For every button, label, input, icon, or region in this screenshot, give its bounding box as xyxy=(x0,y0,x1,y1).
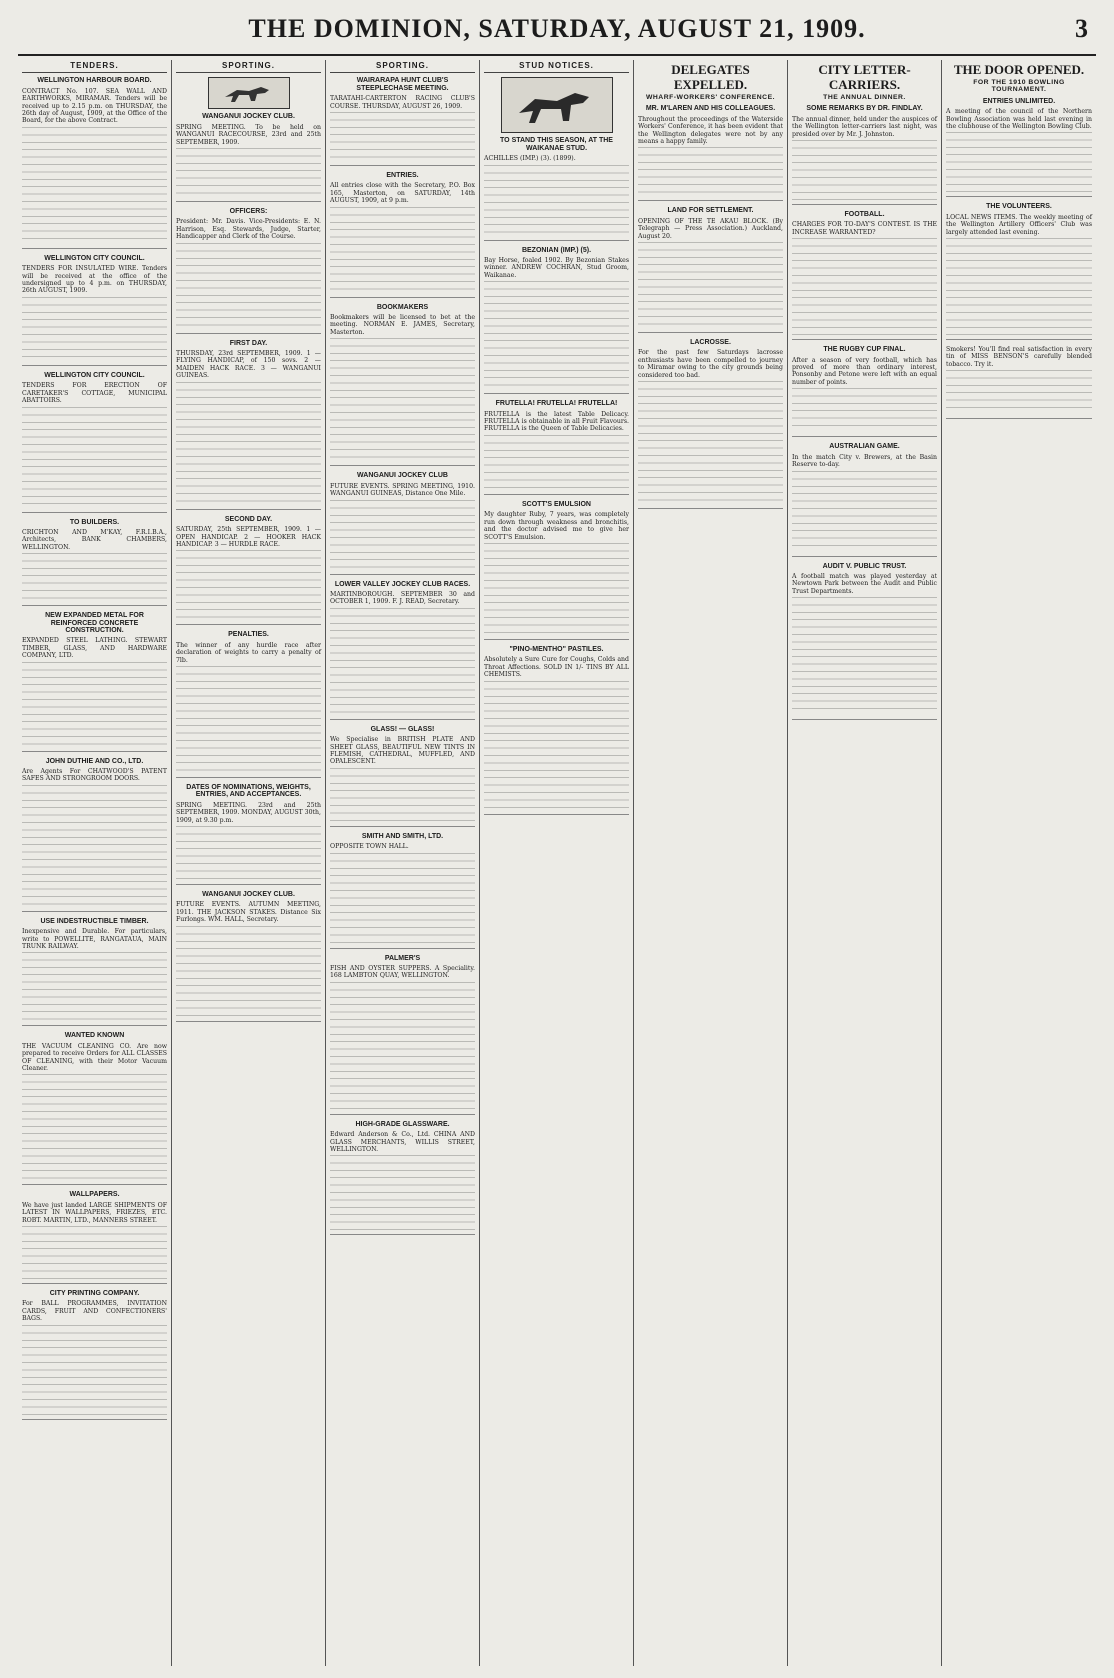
article-block xyxy=(330,172,475,298)
article-block xyxy=(176,340,321,510)
article-text: THURSDAY, 23rd SEPTEMBER, 1909. 1 — FLYING HANDICAP, of 150 sovs. 2 — MAIDEN HACK RACE. 3 — WANGANUI GUINEAS. xyxy=(176,350,321,380)
article-heading: THE RUGBY CUP FINAL. xyxy=(823,346,906,354)
column-head: SPORTING. xyxy=(176,60,321,73)
article-block xyxy=(176,784,321,885)
article-text: FISH AND OYSTER SUPPERS. A Speciality. 168 LAMBTON QUAY, WELLINGTON. xyxy=(330,964,475,980)
article-heading: JOHN DUTHIE AND CO., LTD. xyxy=(45,757,144,765)
body-text-lines xyxy=(176,148,321,197)
article-text: Inexpensive and Durable. For particulars, write to POWELLITE, RANGATAUA, MAIN TRUNK RAILWAY. xyxy=(22,928,167,950)
article-heading: CITY PRINTING COMPANY. xyxy=(49,1290,140,1298)
article-block xyxy=(22,1191,167,1284)
body-text-lines xyxy=(22,297,167,361)
body-text-lines xyxy=(330,112,475,161)
article-heading: SOME REMARKS BY DR. FINDLAY. xyxy=(806,105,923,113)
body-text-lines xyxy=(330,207,475,293)
column-sporting-1 xyxy=(172,60,326,1666)
article-block xyxy=(330,77,475,166)
article-heading: LACROSSE. xyxy=(690,339,731,347)
body-text-lines xyxy=(792,388,937,432)
article-heading: NEW EXPANDED METAL FOR REINFORCED CONCRETE CONSTRUCTION. xyxy=(45,612,144,634)
article-heading: TO BUILDERS. xyxy=(69,518,120,526)
body-text-lines xyxy=(946,238,1092,335)
article-heading: WANGANUI JOCKEY CLUB. xyxy=(202,113,295,121)
article-block xyxy=(22,758,167,912)
article-text: OPPOSITE TOWN HALL. xyxy=(330,843,409,851)
article-heading: ENTRIES UNLIMITED. xyxy=(982,97,1056,105)
column-head: SPORTING. xyxy=(330,60,475,73)
body-text-lines xyxy=(330,853,475,944)
article-text: TENDERS FOR ERECTION OF CARETAKER'S COTTAGE, MUNICIPAL ABATTOIRS. xyxy=(22,382,167,405)
stallion-illustration xyxy=(501,77,613,133)
article-text: SATURDAY, 25th SEPTEMBER, 1909. 1 — OPEN HANDICAP. 2 — HOOKER HACK HANDICAP. 3 — HURDLE RACE. xyxy=(176,526,321,548)
article-block xyxy=(22,1032,167,1185)
body-text-lines xyxy=(792,140,937,200)
article-block xyxy=(22,612,167,751)
body-text-lines xyxy=(792,597,937,715)
body-text-lines xyxy=(792,471,937,552)
article-block xyxy=(176,516,321,626)
article-block xyxy=(330,304,475,467)
article-text: After a season of very football, which has proved of more than ordinary interest, Ponsonby and Petone were left with an equal number of points. xyxy=(792,356,937,386)
body-text-lines xyxy=(22,952,167,1021)
article-heading: DATES OF NOMINATIONS, WEIGHTS, ENTRIES, AND ACCEPTANCES. xyxy=(186,783,311,799)
body-text-lines xyxy=(22,553,167,601)
article-block xyxy=(484,247,629,395)
article-block xyxy=(22,255,167,366)
article-text: Smokers! You'll find real satisfaction in every tin of MISS BENSON'S carefully blended tobacco. Try it. xyxy=(946,346,1092,368)
masthead-rule xyxy=(18,54,1096,56)
article-block xyxy=(484,501,629,640)
headline: CITY LETTER-CARRIERS. xyxy=(818,62,911,92)
article-heading: WELLINGTON CITY COUNCIL. xyxy=(44,371,145,379)
article-block xyxy=(176,113,321,202)
body-text-lines xyxy=(22,1074,167,1180)
body-text-lines xyxy=(22,785,167,907)
article-heading: WALLPAPERS. xyxy=(69,1191,120,1199)
article-heading: WANGANUI JOCKEY CLUB. xyxy=(202,890,295,898)
article-text: The winner of any hurdle race after declaration of weights to carry a penalty of 7lb. xyxy=(176,641,321,664)
headline: DELEGATES EXPELLED. xyxy=(671,62,750,92)
columns xyxy=(18,60,1098,1666)
body-text-lines xyxy=(22,127,167,244)
body-text-lines xyxy=(484,435,629,490)
article-text: ACHILLES (IMP.) (3). (1899). xyxy=(484,155,576,163)
article-text: President: Mr. Davis. Vice-Presidents: E. N. Harrison, Esq. Stewards, Judge, Starter, Handicapper and Clerk of the Course. xyxy=(176,218,321,241)
body-text-lines xyxy=(638,381,783,504)
article-heading: LOWER VALLEY JOCKEY CLUB RACES. xyxy=(334,580,471,588)
article-block xyxy=(484,137,629,240)
body-text-lines xyxy=(176,926,321,1017)
article-block xyxy=(176,891,321,1022)
racehorse-illustration xyxy=(208,77,290,109)
article-heading: SECOND DAY. xyxy=(224,515,273,523)
article-heading: WAIRARAPA HUNT CLUB'S STEEPLECHASE MEETING. xyxy=(356,77,449,92)
article-text: A football match was played yesterday at Newtown Park between the Audit and Public Trust Departments. xyxy=(792,572,937,595)
column-door-opened xyxy=(942,60,1096,1666)
article-text: A meeting of the council of the Northern Bowling Association was held last evening in the clubhouse of the Wellington Bowling Club. xyxy=(946,108,1092,131)
article-block xyxy=(22,918,167,1027)
article-block xyxy=(330,726,475,827)
article-text: The annual dinner, held under the auspices of the Wellington letter-carriers last night, was presided over by Mr. J. Johnston. xyxy=(792,115,937,138)
article-block xyxy=(22,519,167,607)
article-block xyxy=(638,105,783,201)
article-heading: WELLINGTON HARBOUR BOARD. xyxy=(37,77,152,85)
article-text: OPENING OF THE TE AKAU BLOCK. (By Telegraph — Press Association.) Auckland, August 20. xyxy=(638,217,783,240)
body-text-lines xyxy=(638,147,783,196)
article-heading: FRUTELLA! FRUTELLA! FRUTELLA! xyxy=(495,400,618,408)
body-text-lines xyxy=(484,165,629,236)
article-block xyxy=(330,581,475,720)
article-block xyxy=(330,472,475,574)
article-block xyxy=(22,77,167,248)
column-head: STUD NOTICES. xyxy=(484,60,629,73)
article-block xyxy=(792,346,937,437)
body-text-lines xyxy=(176,666,321,773)
subheadline: WHARF-WORKERS' CONFERENCE. xyxy=(645,94,776,101)
masthead xyxy=(0,0,1114,62)
body-text-lines xyxy=(330,338,475,461)
body-text-lines xyxy=(946,370,1092,414)
article-block xyxy=(792,443,937,556)
article-heading: "PINO-MENTHO" PASTILES. xyxy=(509,645,604,653)
column-stud-notices xyxy=(480,60,634,1666)
subheadline: THE ANNUAL DINNER. xyxy=(823,94,906,101)
column-delegates xyxy=(634,60,788,1666)
body-text-lines xyxy=(22,1226,167,1279)
body-text-lines xyxy=(484,281,629,389)
body-text-lines xyxy=(22,407,167,508)
article-heading: USE INDESTRUCTIBLE TIMBER. xyxy=(40,917,149,925)
article-heading: PALMER'S xyxy=(384,954,421,962)
article-heading: BEZONIAN (IMP.) (5). xyxy=(521,246,592,254)
body-text-lines xyxy=(330,500,475,570)
article-text: We Specialise in BRITISH PLATE AND SHEET GLASS, BEAUTIFUL NEW TINTS IN FLEMISH, CATHEDRAL, MUFFLED, AND OPALESCENT. xyxy=(330,736,475,766)
article-heading: FOOTBALL. xyxy=(844,211,885,219)
article-block xyxy=(22,372,167,513)
body-text-lines xyxy=(176,826,321,880)
article-block xyxy=(946,346,1092,419)
article-block xyxy=(22,1290,167,1420)
article-text: THE VACUUM CLEANING CO. Are now prepared to receive Orders for ALL CLASSES OF CLEANING, with their Motor Vacuum Cleaner. xyxy=(22,1042,167,1073)
article-block xyxy=(330,1121,475,1236)
body-text-lines xyxy=(484,543,629,635)
article-heading: OFFICERS: xyxy=(229,208,268,216)
article-heading: AUSTRALIAN GAME. xyxy=(829,443,900,451)
article-heading: WELLINGTON CITY COUNCIL. xyxy=(44,254,145,262)
article-text: All entries close with the Secretary, P.O. Box 165, Masterton, on SATURDAY, 14th AUGUST, 1909, at 9 p.m. xyxy=(330,182,475,205)
article-text: TARATAHI-CARTERTON RACING CLUB'S COURSE. THURSDAY, AUGUST 26, 1909. xyxy=(330,95,475,110)
body-text-lines xyxy=(330,982,475,1110)
article-block xyxy=(792,211,937,340)
article-text: For the past few Saturdays lacrosse enthusiasts have been compelled to journey to Miramar owing to the city grounds being considered too bad. xyxy=(638,349,783,379)
article-text: In the match City v. Brewers, at the Basin Reserve to-day. xyxy=(792,453,937,469)
article-block xyxy=(330,955,475,1115)
article-heading: PENALTIES. xyxy=(228,631,269,639)
article-text: Bookmakers will be licensed to bet at the meeting. NORMAN E. JAMES, Secretary, Masterton. xyxy=(330,314,475,336)
article-heading: BOOKMAKERS xyxy=(376,303,429,311)
article-heading: WANTED KNOWN xyxy=(64,1032,125,1040)
article-text: For BALL PROGRAMMES, INVITATION CARDS, FRUIT AND CONFECTIONERS' BAGS. xyxy=(22,1300,167,1323)
body-text-lines xyxy=(484,681,629,810)
article-text: SPRING MEETING. To be held on WANGANUI RACECOURSE, 23rd and 25th SEPTEMBER, 1909. xyxy=(176,123,321,146)
article-text: Absolutely a Sure Cure for Coughs, Colds and Throat Affections. SOLD IN 1/- TINS BY ALL CHEMISTS. xyxy=(484,656,629,679)
article-block xyxy=(638,339,783,509)
article-block xyxy=(946,98,1092,198)
article-heading: GLASS! — GLASS! xyxy=(370,725,435,733)
article-text: Throughout the proceedings of the Waterside Workers' Conference, it has been evident that the Wellington delegates were not by any means a happy family. xyxy=(638,115,783,146)
article-block xyxy=(484,400,629,495)
article-heading: THE VOLUNTEERS. xyxy=(986,203,1052,211)
article-block xyxy=(946,203,1092,340)
article-text: My daughter Ruby, 7 years, was completely run down through weakness and bronchitis, and the doctor advised me to give her SCOTT'S Emulsion. xyxy=(484,511,629,541)
article-heading: ENTRIES. xyxy=(386,172,419,180)
body-text-lines xyxy=(946,132,1092,192)
article-block xyxy=(330,833,475,949)
article-text: Edward Anderson & Co., Ltd. CHINA AND GLASS MERCHANTS, WILLIS STREET, WELLINGTON. xyxy=(330,1131,475,1153)
article-text: FUTURE EVENTS. SPRING MEETING, 1910. WANGANUI GUINEAS, Distance One Mile. xyxy=(330,482,475,498)
article-text: We have just landed LARGE SHIPMENTS OF LATEST IN WALLPAPERS, FRIEZES, ETC. ROBT. MARTIN, LTD., MANNERS STREET. xyxy=(22,1201,167,1224)
article-text: EXPANDED STEEL LATHING. STEWART TIMBER, GLASS, AND HARDWARE COMPANY, LTD. xyxy=(22,637,167,660)
article-text: CRICHTON AND M'KAY, F.R.I.B.A., Architects, BANK CHAMBERS, WELLINGTON. xyxy=(22,528,167,551)
article-heading: AUDIT V. PUBLIC TRUST. xyxy=(822,562,907,570)
headline: THE DOOR OPENED. xyxy=(953,62,1085,77)
article-heading: FIRST DAY. xyxy=(229,339,268,347)
article-text: Are Agents For CHATWOOD'S PATENT SAFES AND STRONGROOM DOORS. xyxy=(22,767,167,783)
body-text-lines xyxy=(22,1325,167,1415)
column-tenders xyxy=(18,60,172,1666)
body-text-lines xyxy=(176,382,321,505)
article-heading: SCOTT'S EMULSION xyxy=(522,500,591,508)
article-heading: WANGANUI JOCKEY CLUB xyxy=(357,472,448,480)
article-text: LOCAL NEWS ITEMS. The weekly meeting of the Wellington Artillery Officers' Club was largely attended last evening. xyxy=(946,213,1092,236)
article-text: Bay Horse, foaled 1902. By Bezonian Stakes winner. ANDREW COCHRAN, Stud Groom, Waikanae. xyxy=(484,257,629,279)
newspaper-title: THE DOMINION, SATURDAY, AUGUST 21, 1909. xyxy=(248,14,866,43)
article-text: SPRING MEETING. 23rd and 25th SEPTEMBER, 1909. MONDAY, AUGUST 30th, 1909, at 9.30 p.m. xyxy=(176,801,321,824)
page-number: 3 xyxy=(1075,14,1088,43)
article-block xyxy=(176,208,321,334)
article-block xyxy=(638,207,783,333)
column-sporting-2 xyxy=(326,60,480,1666)
column-head: TENDERS. xyxy=(22,60,167,73)
article-block xyxy=(792,563,937,721)
body-text-lines xyxy=(792,238,937,335)
article-heading: LAND FOR SETTLEMENT. xyxy=(667,207,754,215)
article-heading: TO STAND THIS SEASON, AT THE WAIKANAE STUD. xyxy=(500,137,613,152)
body-text-lines xyxy=(330,768,475,822)
column-city-letter xyxy=(788,60,942,1666)
body-text-lines xyxy=(22,662,167,747)
body-text-lines xyxy=(638,242,783,328)
body-text-lines xyxy=(176,550,321,620)
article-heading: SMITH AND SMITH, LTD. xyxy=(361,832,444,840)
article-text: TENDERS FOR INSULATED WIRE. Tenders will be received at the office of the undersigned up to 4 p.m. on THURSDAY, 26th AUGUST, 1909. xyxy=(22,265,167,295)
article-text: CONTRACT No. 107. SEA WALL AND EARTHWORKS, MIRAMAR. Tenders will be received up to 2.15 p.m. on THURSDAY, the 26th day of August, 1909, at the Office of the Board, for the above Contract. xyxy=(22,87,167,125)
article-block xyxy=(176,631,321,778)
subheadline: FOR THE 1910 BOWLING TOURNAMENT. xyxy=(973,79,1065,94)
body-text-lines xyxy=(176,243,321,329)
body-text-lines xyxy=(330,608,475,715)
article-heading: MR. M'LAREN AND HIS COLLEAGUES. xyxy=(645,105,776,113)
article-text: CHARGES FOR TO-DAY'S CONTEST. IS THE INCREASE WARRANTED? xyxy=(792,221,937,236)
article-text: FUTURE EVENTS. AUTUMN MEETING, 1911. THE JACKSON STAKES. Distance Six Furlongs. WM. HALL, Secretary. xyxy=(176,901,321,924)
article-text: MARTINBOROUGH. SEPTEMBER 30 and OCTOBER 1, 1909. F. J. READ, Secretary. xyxy=(330,590,475,606)
article-text: FRUTELLA is the latest Table Delicacy. FRUTELLA is obtainable in all Fruit Flavours. FRUTELLA is the Queen of Table Delicacies. xyxy=(484,410,629,433)
body-text-lines xyxy=(330,1155,475,1230)
article-block xyxy=(484,646,629,815)
article-block xyxy=(792,105,937,205)
article-heading: HIGH-GRADE GLASSWARE. xyxy=(355,1120,450,1128)
